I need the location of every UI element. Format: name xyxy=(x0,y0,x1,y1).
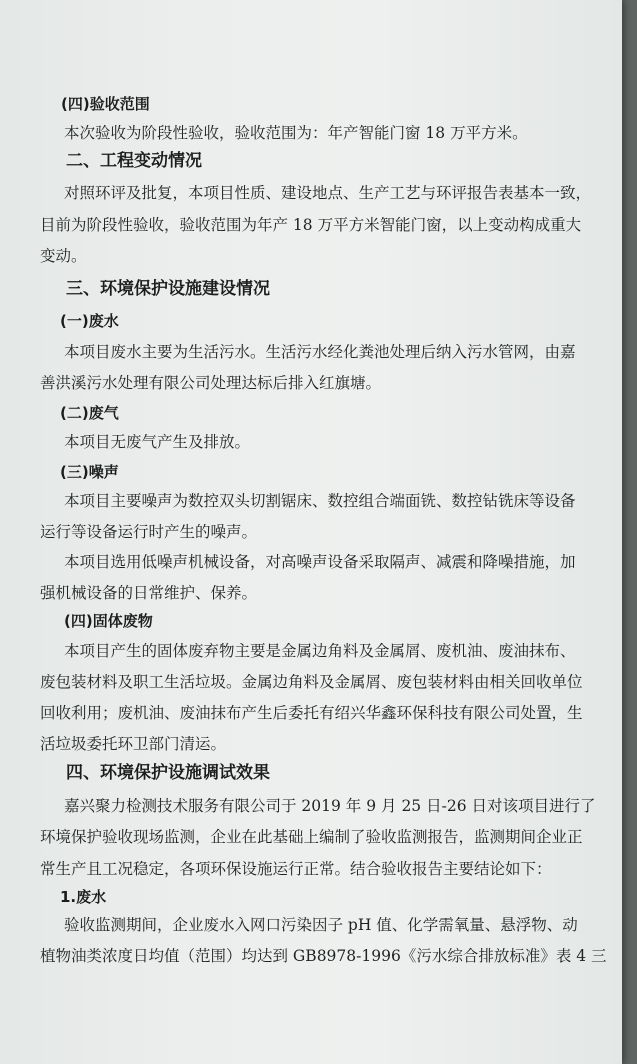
paragraph-line: 运行等设备运行时产生的噪声。 xyxy=(40,523,258,541)
section-heading-waste-gas: (二)废气 xyxy=(60,404,119,422)
section-heading-acceptance-scope: (四)验收范围 xyxy=(61,95,150,113)
paragraph-line: 本项目无废气产生及排放。 xyxy=(64,433,251,451)
paragraph-line: 嘉兴聚力检测技术服务有限公司于 2019 年 9 月 25 日-26 日对该项目进行了 xyxy=(64,797,596,815)
section-heading-solid-waste: (四)固体废物 xyxy=(64,612,153,630)
paragraph-line: 本项目产生的固体废弃物主要是金属边角料及金属屑、废机油、废油抹布、 xyxy=(64,642,576,660)
paragraph-line: 目前为阶段性验收，验收范围为年产 18 万平方米智能门窗，以上变动构成重大 xyxy=(40,216,582,234)
paragraph-line: 回收利用；废机油、废油抹布产生后委托有绍兴华鑫环保科技有限公司处置，生 xyxy=(40,704,583,722)
section-heading-wastewater-results: 1.废水 xyxy=(60,888,107,906)
paragraph-line: 强机械设备的日常维护、保养。 xyxy=(40,584,258,602)
paragraph-line: 废包装材料及职工生活垃圾。金属边角料及金属屑、废包装材料由相关回收单位 xyxy=(40,673,583,691)
paragraph-line: 本项目废水主要为生活污水。生活污水经化粪池处理后纳入污水管网，由嘉 xyxy=(64,343,576,361)
section-heading-noise: (三)噪声 xyxy=(60,463,119,481)
paragraph-line: 植物油类浓度日均值（范围）均达到 GB8978-1996《污水综合排放标准》表 4 三 xyxy=(40,947,607,965)
chapter-heading-env-facilities: 三、环境保护设施建设情况 xyxy=(66,279,270,299)
paragraph-line: 变动。 xyxy=(40,247,87,265)
paragraph-line: 本次验收为阶段性验收，验收范围为：年产智能门窗 18 万平方米。 xyxy=(64,124,528,142)
paragraph-line: 对照环评及批复，本项目性质、建设地点、生产工艺与环评报告表基本一致， xyxy=(64,184,592,202)
paragraph-line: 活垃圾委托环卫部门清运。 xyxy=(40,735,227,753)
chapter-heading-engineering-changes: 二、工程变动情况 xyxy=(66,151,202,171)
paragraph-line: 环境保护验收现场监测，企业在此基础上编制了验收监测报告，监测期间企业正 xyxy=(40,828,583,846)
section-heading-wastewater: (一)废水 xyxy=(60,312,119,330)
paragraph-line: 本项目主要噪声为数控双头切割锯床、数控组合端面铣、数控钻铣床等设备 xyxy=(64,492,576,510)
paragraph-line: 验收监测期间，企业废水入网口污染因子 pH 值、化学需氧量、悬浮物、动 xyxy=(64,916,578,934)
paragraph-line: 本项目选用低噪声机械设备，对高噪声设备采取隔声、减震和降噪措施，加 xyxy=(64,553,576,571)
paragraph-line: 常生产且工况稳定，各项环保设施运行正常。结合验收报告主要结论如下： xyxy=(40,860,552,878)
chapter-heading-commissioning-effects: 四、环境保护设施调试效果 xyxy=(66,763,270,783)
paragraph-line: 善洪溪污水处理有限公司处理达标后排入红旗塘。 xyxy=(40,374,382,392)
